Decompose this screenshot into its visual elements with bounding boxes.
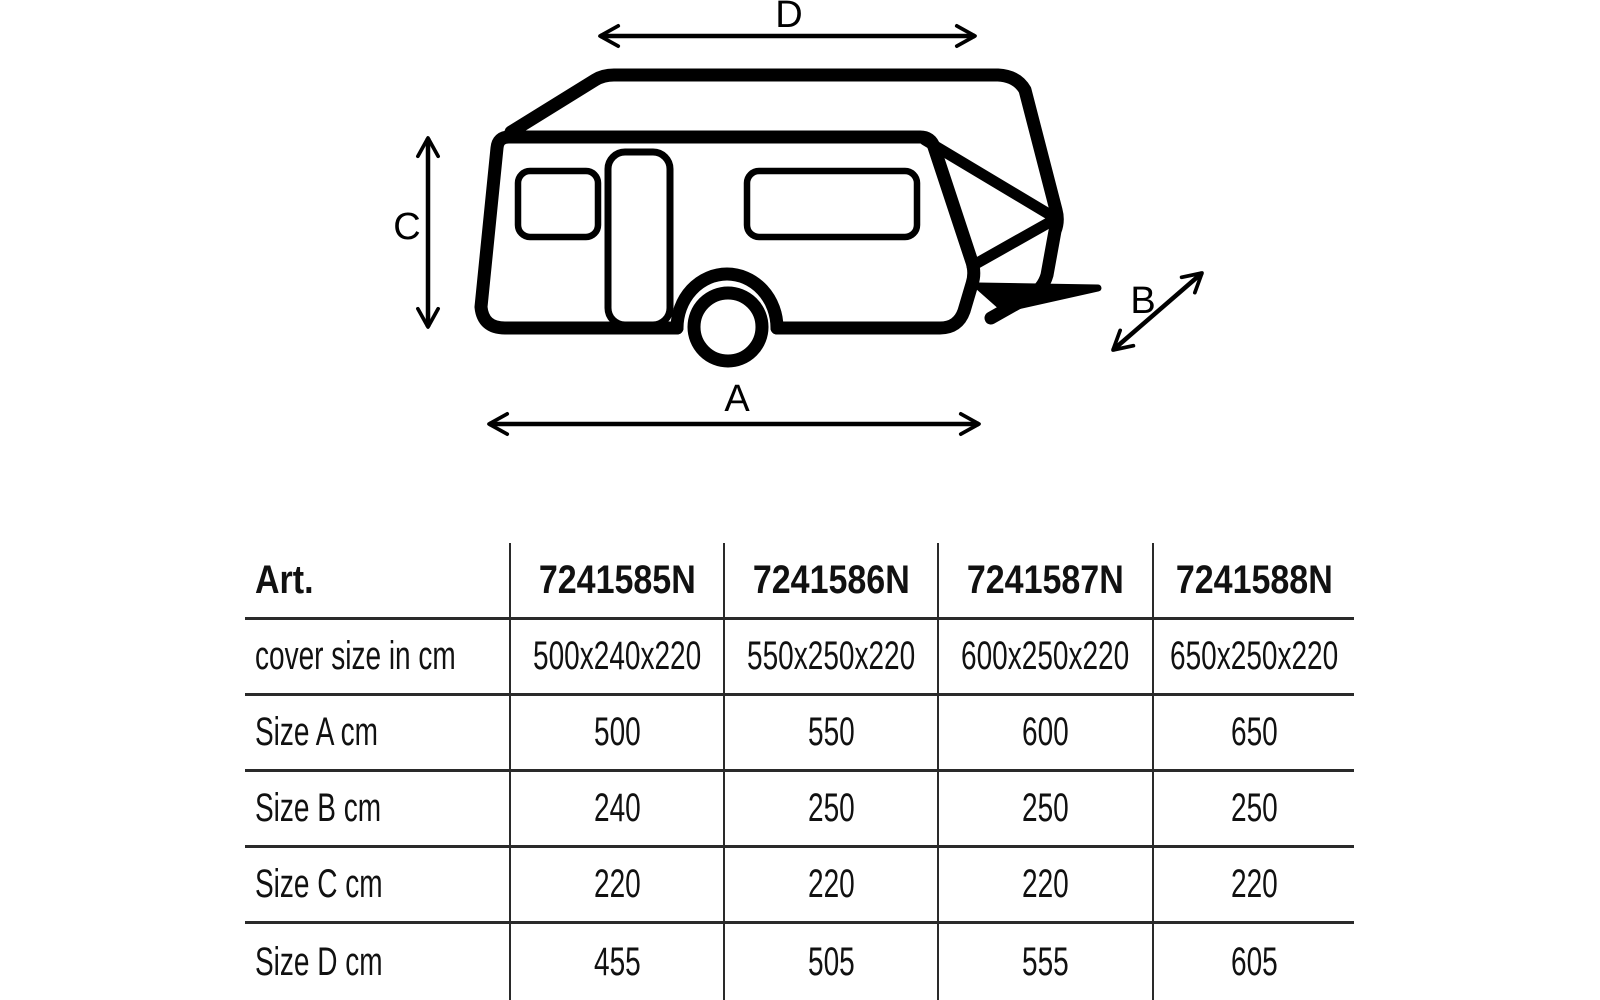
table-cell: 220 — [723, 848, 937, 924]
table-header-art — [245, 543, 509, 620]
table-cell: 600 — [937, 696, 1152, 772]
dim-arrow-b — [1113, 273, 1202, 350]
table-cell: 600x250x220 — [937, 620, 1152, 696]
table-cell: 650 — [1152, 696, 1354, 772]
dim-label-a: A — [724, 378, 750, 420]
caravan-window-rear — [747, 171, 917, 237]
article-number: 7241588N — [1175, 557, 1333, 602]
table-cell: 455 — [509, 924, 723, 1000]
caravan-hitch — [978, 286, 1098, 309]
table-cell: 220 — [937, 848, 1152, 924]
table-header-col-3 — [1152, 543, 1354, 620]
table-header-art-label: Art. — [255, 557, 314, 602]
spec-table — [245, 543, 1354, 1000]
table-cell: 605 — [1152, 924, 1354, 1000]
table-cell: 555 — [937, 924, 1152, 1000]
table-cell: 250 — [1152, 772, 1354, 848]
row-label-cover-size: cover size in cm — [245, 620, 509, 696]
table-cell: 500x240x220 — [509, 620, 723, 696]
caravan-door — [608, 152, 670, 325]
dim-label-c: C — [393, 206, 421, 248]
caravan-window-front — [518, 171, 598, 237]
table-cell: 240 — [509, 772, 723, 848]
row-label-size-b: Size B cm — [245, 772, 509, 848]
table-cell: 220 — [509, 848, 723, 924]
article-number: 7241586N — [752, 557, 910, 602]
table-header-col-2 — [937, 543, 1152, 620]
article-number: 7241587N — [967, 557, 1124, 602]
table-cell: 550x250x220 — [723, 620, 937, 696]
dimension-arrows — [428, 36, 1202, 424]
table-header-col-0 — [509, 543, 723, 620]
dim-label-d: D — [775, 0, 803, 36]
table-cell: 500 — [509, 696, 723, 772]
table-cell: 650x250x220 — [1152, 620, 1354, 696]
article-number: 7241585N — [538, 557, 696, 602]
table-cell: 250 — [723, 772, 937, 848]
row-label-size-d: Size D cm — [255, 939, 383, 984]
caravan-drawing — [481, 75, 1098, 361]
row-label-size-a: Size A cm — [245, 696, 509, 772]
dim-label-b: B — [1130, 280, 1156, 322]
table-header-col-1 — [723, 543, 937, 620]
wheel-icon — [694, 293, 762, 361]
table-cell: 505 — [723, 924, 937, 1000]
row-label-size-c: Size C cm — [245, 848, 509, 924]
table-cell: 220 — [1152, 848, 1354, 924]
table-cell: 250 — [937, 772, 1152, 848]
caravan-rear-lower-seam — [972, 222, 1050, 266]
caravan-dimension-diagram — [0, 0, 1600, 470]
table-cell: 550 — [723, 696, 937, 772]
